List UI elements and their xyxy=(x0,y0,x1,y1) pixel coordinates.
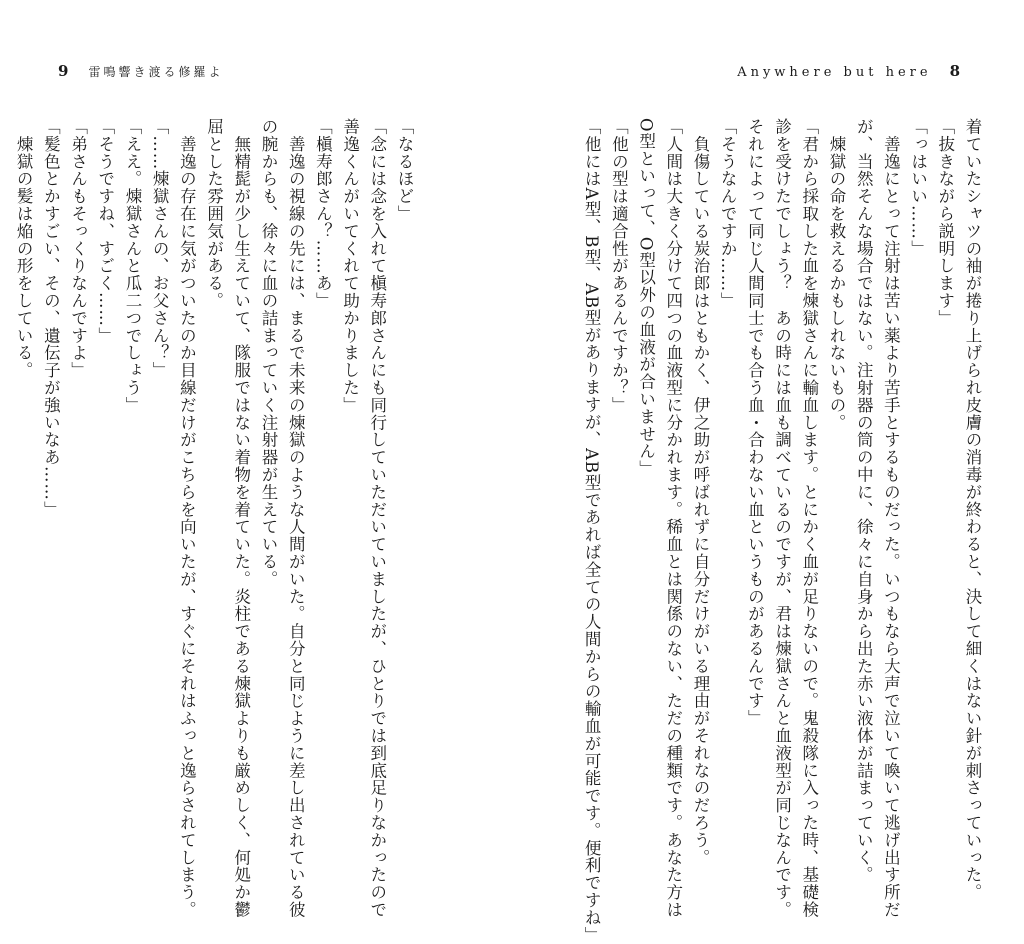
left-page-header xyxy=(58,62,223,80)
text-line: 善逸くんがいてくれて助かりました」 xyxy=(340,118,360,414)
text-line: 善逸の存在に気がついたのか目線だけがこちらを向いたが、すぐにそれはふっと逸らされてしまう。 xyxy=(177,118,197,919)
text-line: が、当然そんな場合ではない。注射器の筒の中に、徐々に自身から出た赤い液体が詰まっていく。 xyxy=(854,118,874,884)
text-line: 善逸にとって注射は苦い薬より苦手とするものだった。いつもなら大声で泣いて喚いて逃げ出す所だ xyxy=(881,118,901,919)
text-line: O型といって、O型以外の血液が合いません」 xyxy=(636,118,656,478)
text-line: 「人間は大きく分けて四つの血液型に分かれます。稀血とは関係のない、ただの種類です。あなた方は xyxy=(663,118,683,919)
text-line: の腕からも、徐々に血の詰まっていく注射器が生えている。 xyxy=(258,118,278,588)
left-page-text xyxy=(14,118,418,919)
text-line: 「そうなんですか……」 xyxy=(718,118,738,310)
right-page-number: 8 xyxy=(949,62,962,80)
right-page-header xyxy=(737,62,962,80)
text-line: 「髪色とかすごい、その、遺伝子が強いなあ……」 xyxy=(41,118,61,519)
text-line: 「っはいい……」 xyxy=(908,118,928,258)
text-line: 煉獄の命を救えるかもしれないもの。 xyxy=(826,118,846,432)
text-line: 「そうですね、すごく……」 xyxy=(95,118,115,345)
text-line: それによって同じ人間同士でも合う血・合わない血というものがあるんです」 xyxy=(745,118,765,727)
text-line: 「なるほど」 xyxy=(395,118,414,223)
text-line: 無精髭が少し生えていて、隊服ではない着物を着ていた。炎柱である煉獄よりも厳めしく、何処か鬱 xyxy=(231,118,251,919)
text-line: 診を受けたでしょう？ あの時には血も調べているのですが、君は煉獄さんと血液型が同じなんです。 xyxy=(772,118,792,919)
text-line: 「……煉獄さんの、お父さん？」 xyxy=(150,118,170,379)
text-line: 「君から採取した血を煉獄さんに輸血します。とにかく血が足りないので。鬼殺隊に入った時、基礎検 xyxy=(799,118,819,919)
text-line: 「他の型は適合性があるんですか？」 xyxy=(609,118,629,414)
text-line: 「他にはA型、B型、AB型がありますが、AB型であれば全ての人間からの輸血が可能です。便利ですね」 xyxy=(582,118,602,944)
text-line: 「弟さんもそっくりなんですよ」 xyxy=(68,118,88,379)
left-page-number: 9 xyxy=(58,62,71,80)
left-page-running-title: 雷鳴響き渡る修羅よ xyxy=(88,65,224,79)
text-line: 「ええ。煉獄さんと瓜二つでしょう」 xyxy=(122,118,142,414)
text-line: 「槇寿郎さん？……あ」 xyxy=(313,118,333,310)
right-page-text xyxy=(582,118,986,944)
text-line: 「抜きながら説明します」 xyxy=(935,118,955,327)
text-line: 着ていたシャツの袖が捲り上げられ皮膚の消毒が終わると、決して細くはない針が刺さっていった。 xyxy=(963,118,982,901)
text-line: 煉獄の髪は焔の形をしている。 xyxy=(14,118,34,379)
text-line: 善逸の視線の先には、まるで未来の煉獄のような人間がいた。自分と同じように差し出されている彼 xyxy=(286,118,306,919)
text-line: 「念には念を入れて槇寿郎さんにも同行していただいていましたが、ひとりでは到底足りなかったので xyxy=(367,118,387,919)
text-line: 屈とした雰囲気がある。 xyxy=(204,118,224,310)
text-line: 負傷している炭治郎はともかく、伊之助が呼ばれずに自分だけがいる理由がそれなのだろう。 xyxy=(690,118,710,867)
right-page-running-title: Anywhere but here xyxy=(737,65,932,80)
